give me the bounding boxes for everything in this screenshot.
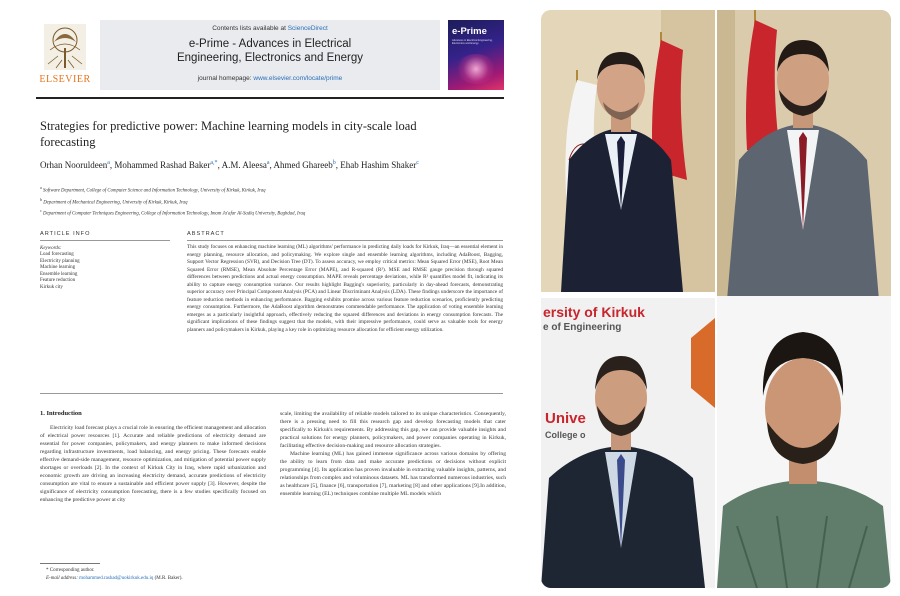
cover-graphic bbox=[456, 54, 496, 84]
portrait-illustration bbox=[541, 10, 715, 292]
paragraph: Electricity load forecast plays a crucial role in ensuring the efficient management and allocation of electrical power resources [1]. Accurate and reliable predictions of electricity demand are essential for power companies, policymakers, and energy planners to make informed decisions regarding infrastructure investments, load balancing, and energy pricing. These forecasts enable effective demand-side management, resource optimization, and mitigation of potential power supply shortages or overloads [2]. In the context of Kirkuk City in Iraq, where rapid urbanization and economic growth are driving an increasing electricity demand, accurate predictions of electricity consumption are vital to ensure a sustainable and efficient power supply [3]. However, despite the significance of electricity consumption forecasting, there is a few studies specifically focused on enhancing the predictive power at city bbox=[40, 425, 266, 503]
wall-sign-line4: College o bbox=[545, 430, 586, 440]
journal-title-line2: Engineering, Electronics and Energy bbox=[176, 52, 364, 64]
affiliations bbox=[40, 184, 480, 219]
footnote-email: E-mail address: mohammed.rashad@uokirkuk.edu.iq (M.R. Baker). bbox=[46, 576, 183, 581]
email-link[interactable]: mohammed.rashad@uokirkuk.edu.iq bbox=[79, 576, 154, 581]
portrait-illustration bbox=[717, 10, 891, 300]
footnote-corresponding: * Corresponding author. bbox=[46, 568, 95, 573]
keywords-block bbox=[40, 245, 170, 291]
article-title: Strategies for predictive power: Machine learning models in city-scale load forecasting bbox=[40, 119, 417, 149]
abstract-bottom-rule bbox=[40, 393, 503, 394]
paragraph: Machine learning (ML) has gained immense significance across various domains by offering the ability to learn from data and make accurate predictions or decisions without explicit programming [4]. Its application has proven invaluable in extracting valuable insights, patterns, and relationships from complex and voluminous datasets. ML has transformed numerous industries, such as healthcare [5], finance [6], transportation [7], marketing [8] and other applications [9].In addition, ensemble learning (EL) techniques combine multiple ML models which bbox=[280, 451, 506, 497]
keyword: Feature reduction bbox=[40, 278, 76, 283]
author-photo-4 bbox=[717, 296, 891, 588]
portrait-illustration bbox=[717, 296, 891, 588]
cover-title: e-Prime bbox=[452, 26, 487, 37]
portrait-illustration bbox=[541, 298, 715, 588]
affiliation-c: $^c$ Department of Computer Techniques Engineering, College of Information Technology, Imam Ja'afar Al-Sadiq University, Baghdad, Iraq bbox=[40, 208, 306, 217]
journal-homepage-link[interactable]: www.elsevier.com/locate/prime bbox=[253, 75, 343, 82]
author-photo-1 bbox=[541, 10, 715, 292]
cover-subtitle: Advances in Electrical Engineering, Electronics and Energy bbox=[452, 39, 493, 46]
author[interactable]: Mohammed Rashad Baker$^{a,*}$ bbox=[114, 160, 218, 170]
header-divider bbox=[36, 97, 504, 99]
elsevier-tree-icon bbox=[44, 24, 86, 70]
contents-line bbox=[100, 25, 440, 32]
article-info-label: ARTICLE INFO bbox=[40, 231, 91, 237]
abstract-label: ABSTRACT bbox=[187, 231, 225, 237]
keyword: Machine learning bbox=[40, 265, 76, 270]
author[interactable]: Ehab Hashim Shaker$^c$ bbox=[340, 160, 419, 170]
wall-sign-line1: ersity of Kirkuk bbox=[543, 304, 645, 320]
journal-cover-thumbnail bbox=[448, 20, 504, 90]
author-photo-3 bbox=[541, 298, 715, 588]
keyword: Ensemble learning bbox=[40, 271, 78, 277]
elsevier-logo bbox=[36, 24, 94, 90]
introduction-heading: 1. Introduction bbox=[40, 410, 82, 417]
keyword: Load forecasting bbox=[40, 252, 74, 257]
contents-prefix: Contents lists available at bbox=[212, 25, 288, 32]
sciencedirect-link[interactable]: ScienceDirect bbox=[287, 25, 328, 32]
abstract-rule bbox=[187, 240, 503, 241]
journal-title-line1: e-Prime - Advances in Electrical bbox=[188, 38, 352, 50]
author[interactable]: Ahmed Ghareeb$^b$ bbox=[273, 160, 336, 170]
wall-sign-line2: e of Engineering bbox=[543, 322, 622, 333]
journal-header-box bbox=[100, 20, 440, 90]
footnote-rule bbox=[40, 563, 100, 564]
article-info-rule bbox=[40, 240, 170, 241]
author[interactable]: Orhan Nooruldeen$^a$ bbox=[40, 160, 110, 170]
keyword: Kirkuk city bbox=[40, 284, 63, 290]
homepage-line bbox=[100, 75, 440, 82]
keywords-label: Keywords: bbox=[40, 246, 62, 251]
affiliation-a: $^a$ Software Department, College of Computer Science and Information Technology, University of Kirkuk, Kirkuk, Iraq bbox=[40, 185, 266, 194]
keyword: Electricity planning bbox=[40, 258, 80, 264]
homepage-prefix: journal homepage: bbox=[197, 75, 254, 82]
author[interactable]: A.M. Aleesa$^a$ bbox=[221, 160, 270, 170]
affiliation-b: $^b$ Department of Mechanical Engineering, University of Kirkuk, Kirkuk, Iraq bbox=[40, 196, 188, 206]
elsevier-wordmark: ELSEVIER bbox=[39, 74, 91, 85]
body-column-right bbox=[280, 410, 506, 498]
author-list: Orhan Nooruldeen$^a$, Mohammed Rashad Baker$^{a,*}$, A.M. Aleesa$^a$, Ahmed Ghareeb$^b$, Ehab Hashim Shaker$^c$ bbox=[40, 160, 419, 170]
journal-header bbox=[36, 20, 504, 94]
paragraph: scale, limiting the availability of reliable models tailored to its unique characteristics. Consequently, there is a pressing need to fill this research gap and develop forecasting models that cater specifically to Kirkuk's requirements. By addressing this gap, we can provide valuable insights and practical solutions for energy planners, policymakers, and power companies operating in Kirkuk, facilitating effective decision-making and resource allocation strategies. bbox=[280, 411, 506, 449]
author-photo-2 bbox=[717, 10, 891, 300]
journal-title bbox=[100, 37, 440, 65]
body-column-left bbox=[40, 424, 266, 504]
wall-sign-line3: Unive bbox=[545, 410, 586, 427]
abstract-text: This study focuses on enhancing machine learning (ML) algorithms' performance in predicting daily loads for Kirkuk, Iraq—an essential element in energy planning, resource allocation, and policymaking. We explore single and ensemble learning algorithms, including AdaBoost, Bagging, Support Vector Regression (SVR), and Decision Tree (DT). To assess accuracy, we employ critical metrics: Mean Squared Error (MSE), Root Mean Squared Error (RMSE), Mean Absolute Percentage Error (MAPE), and R-squared (R²). MSE and RMSE gauge precision through squared differences between predictions and actual energy consumption. MAPE reveals percentage deviations, while R² quantifies model fit, indicating its ability to capture energy consumption variance. Our results highlight Bagging's superiority, particularly in day-ahead forecasts, demonstrating superior accuracy over Principal Component Analysis (PCA) and Linear Discriminant Analysis (LDA). These findings underscore the importance of feature reduction methods in enhancing performance. Bagging exhibits promise across various feature reduction scenarios, proficiently predicting energy consumption. Furthermore, the AdaBoost algorithm demonstrates commendable performance. The application of voting ensemble learning emerges as a particularly insightful approach, effectively reducing the squared differences and deviations in energy consumption forecasts. The significant implications of these findings suggest that the models, with their impressive performance, could serve as valuable tools for energy planners and policymakers in Kirkuk, playing a key role in optimizing resource allocation for efficient energy utilization. bbox=[187, 244, 503, 333]
